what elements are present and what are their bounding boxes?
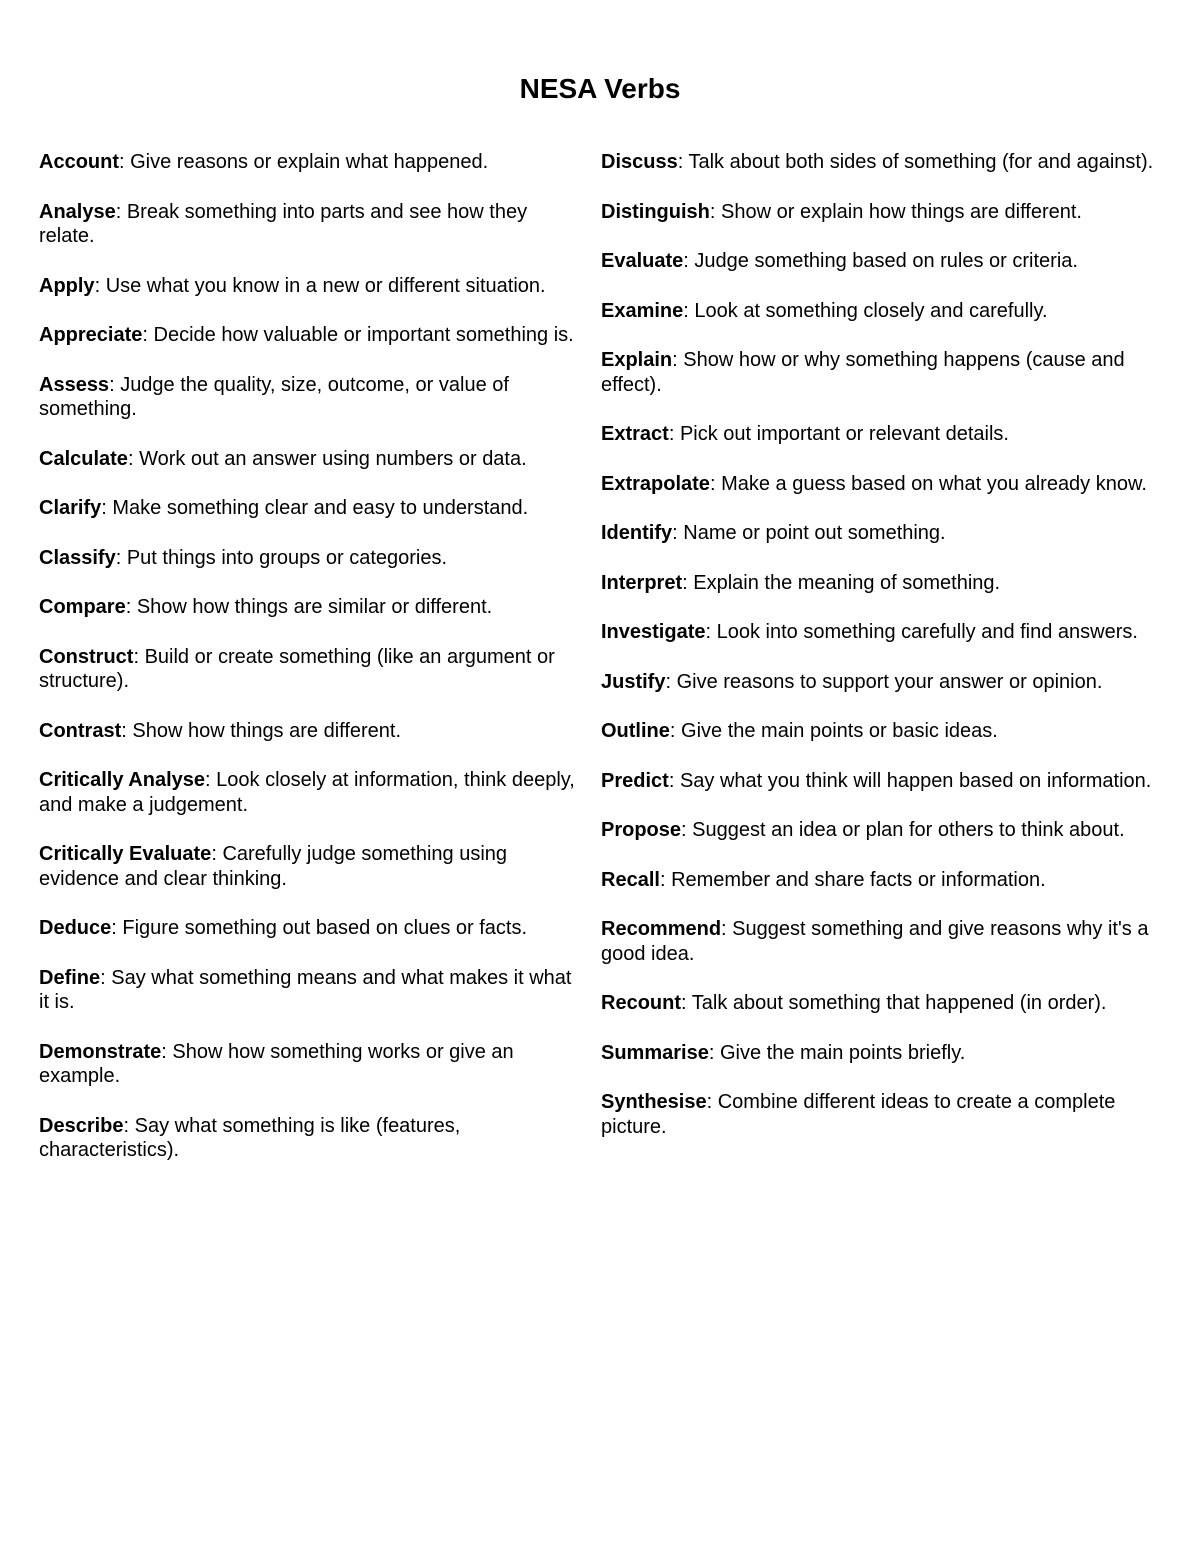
glossary-entry [601,620,1171,645]
glossary-definition: Look into something carefully and find answers. [716,621,1138,643]
glossary-entry [601,991,1171,1016]
term-separator: : [115,200,127,223]
glossary-definition: Work out an answer using numbers or data. [139,447,527,470]
term-separator: : [669,720,682,742]
glossary-definition: Combine different ideas to create a complete picture. [601,1091,1116,1138]
glossary-definition: Talk about something that happened (in order). [691,992,1107,1014]
glossary-definition: Put things into groups or categories. [126,546,448,569]
glossary-definition: Figure something out based on clues or facts. [122,917,528,939]
glossary-term: Clarify [39,497,102,519]
term-separator: : [672,349,684,371]
term-separator: : [709,200,722,223]
term-separator: : [672,522,684,544]
glossary-term: Recommend [601,918,722,940]
glossary-term: Analyse [39,200,116,223]
term-separator: : [205,769,217,791]
term-separator: : [659,868,672,891]
glossary-term: Examine [601,299,684,322]
glossary-term: Account [39,151,119,173]
glossary-entry [39,323,579,348]
glossary-entry [39,274,579,299]
glossary-term: Explain [601,349,673,371]
term-separator: : [101,497,113,519]
glossary-entry [601,917,1171,966]
glossary-entry [39,496,579,521]
glossary-definition: Look at something closely and carefully. [694,299,1048,322]
term-separator: : [681,819,693,841]
glossary-entry [601,571,1171,596]
glossary-definition: Show how things are different. [132,719,402,742]
glossary-definition: Name or point out something. [683,522,946,544]
glossary-term: Extrapolate [601,472,710,495]
term-separator: : [677,151,689,173]
term-separator: : [127,447,140,470]
glossary-definition: Decide how valuable or important something is. [153,324,574,346]
glossary-definition: Use what you know in a new or different situation. [105,274,546,297]
term-separator: : [708,1041,720,1064]
term-separator: : [94,274,106,297]
glossary-term: Demonstrate [39,1040,162,1063]
term-separator: : [161,1040,173,1063]
glossary-entry [601,472,1171,497]
glossary-term: Define [39,966,101,989]
glossary-entry [601,150,1171,175]
glossary-term: Describe [39,1114,124,1137]
glossary-term: Recount [601,992,681,1014]
glossary-definition: Give the main points briefly. [719,1041,966,1064]
glossary-definition: Show how or why something happens (cause and effect). [601,349,1125,396]
glossary-definition: Show how something works or give an example. [39,1040,514,1087]
glossary-entry [601,1041,1171,1066]
glossary-entry [601,1090,1171,1139]
term-separator: : [683,299,695,322]
glossary-entry [601,249,1171,274]
glossary-term: Propose [601,819,682,841]
glossary-term: Compare [39,596,126,618]
glossary-term: Justify [601,670,666,693]
term-separator: : [142,324,154,346]
term-separator: : [683,250,695,272]
right-column [601,150,1171,1164]
glossary-entry [601,200,1171,225]
glossary-term: Evaluate [601,250,684,272]
term-separator: : [668,423,680,445]
glossary-term: Recall [601,868,660,891]
glossary-term: Apply [39,274,95,297]
term-separator: : [665,670,677,693]
glossary-definition: Give the main points or basic ideas. [681,720,998,742]
term-separator: : [705,621,717,643]
glossary-entry [601,818,1171,843]
glossary-definition: Break something into parts and see how they relate. [39,200,528,247]
glossary-definition: Remember and share facts or information. [671,868,1046,891]
glossary-entry [39,200,579,249]
glossary-entry [39,966,579,1015]
glossary-entry [39,719,579,744]
glossary-definition: Carefully judge something using evidence and clear thinking. [39,843,508,890]
glossary-definition: Pick out important or relevant details. [679,423,1009,445]
glossary-term: Distinguish [601,200,710,223]
glossary-entry [601,422,1171,447]
glossary-term: Deduce [39,917,112,939]
term-separator: : [125,596,137,618]
term-separator: : [123,1114,135,1137]
glossary-definition: Give reasons or explain what happened. [130,151,489,173]
glossary-definition: Suggest an idea or plan for others to think about. [692,819,1125,841]
term-separator: : [682,571,694,594]
glossary-entry [601,719,1171,744]
glossary-definition: Say what you think will happen based on information. [679,769,1152,792]
left-column [39,150,579,1188]
term-separator: : [721,918,733,940]
glossary-term: Assess [39,373,110,396]
glossary-term: Outline [601,720,670,742]
glossary-definition: Show how things are similar or different. [136,596,493,618]
glossary-entry [39,645,579,694]
glossary-definition: Suggest something and give reasons why it's a good idea. [601,918,1149,965]
glossary-definition: Talk about both sides of something (for and against). [688,151,1154,173]
glossary-entry [39,1040,579,1089]
page-title: NESA Verbs [519,73,681,104]
term-separator: : [709,472,722,495]
term-separator: : [706,1091,718,1113]
term-separator: : [115,546,127,569]
term-separator: : [133,645,145,668]
glossary-entry [39,768,579,817]
glossary-entry [39,546,579,571]
glossary-term: Critically Analyse [39,769,206,791]
glossary-definition: Look closely at information, think deeply, and make a judgement. [39,769,575,816]
glossary-definition: Say what something means and what makes it what it is. [39,966,572,1013]
glossary-definition: Say what something is like (features, characteristics). [39,1114,461,1161]
term-separator: : [211,843,223,865]
term-separator: : [668,769,680,792]
glossary-entry [39,1114,579,1163]
glossary-term: Synthesise [601,1091,707,1113]
glossary-definition: Make a guess based on what you already know. [721,472,1147,495]
glossary-entry [39,595,579,620]
glossary-term: Identify [601,522,673,544]
term-separator: : [681,992,692,1014]
glossary-term: Discuss [601,151,678,173]
glossary-term: Predict [601,769,669,792]
glossary-entry [601,348,1171,397]
glossary-term: Extract [601,423,669,445]
glossary-term: Interpret [601,571,683,594]
term-separator: : [111,917,123,939]
glossary-term: Construct [39,645,134,668]
glossary-term: Summarise [601,1041,709,1064]
glossary-entry [39,842,579,891]
term-separator: : [109,373,121,396]
glossary-entry [601,868,1171,893]
glossary-entry [601,299,1171,324]
glossary-definition: Judge something based on rules or criteria. [694,250,1078,272]
glossary-entry [39,373,579,422]
glossary-definition: Build or create something (like an argument or structure). [39,645,555,692]
glossary-entry [39,447,579,472]
glossary-entry [601,670,1171,695]
glossary-definition: Make something clear and easy to understand. [112,497,529,519]
glossary-definition: Show or explain how things are different. [721,200,1082,223]
glossary-term: Appreciate [39,324,143,346]
glossary-term: Calculate [39,447,128,470]
glossary-definition: Judge the quality, size, outcome, or value of something. [39,373,509,420]
glossary-term: Contrast [39,719,122,742]
glossary-entry [601,521,1171,546]
glossary-entry [39,150,579,175]
glossary-entry [39,916,579,941]
glossary-entry [601,769,1171,794]
glossary-term: Critically Evaluate [39,843,212,865]
term-separator: : [100,966,112,989]
term-separator: : [121,719,133,742]
term-separator: : [119,151,131,173]
glossary-term: Classify [39,546,116,569]
glossary-definition: Explain the meaning of something. [693,571,1001,594]
glossary-definition: Give reasons to support your answer or opinion. [676,670,1103,693]
glossary-term: Investigate [601,621,706,643]
